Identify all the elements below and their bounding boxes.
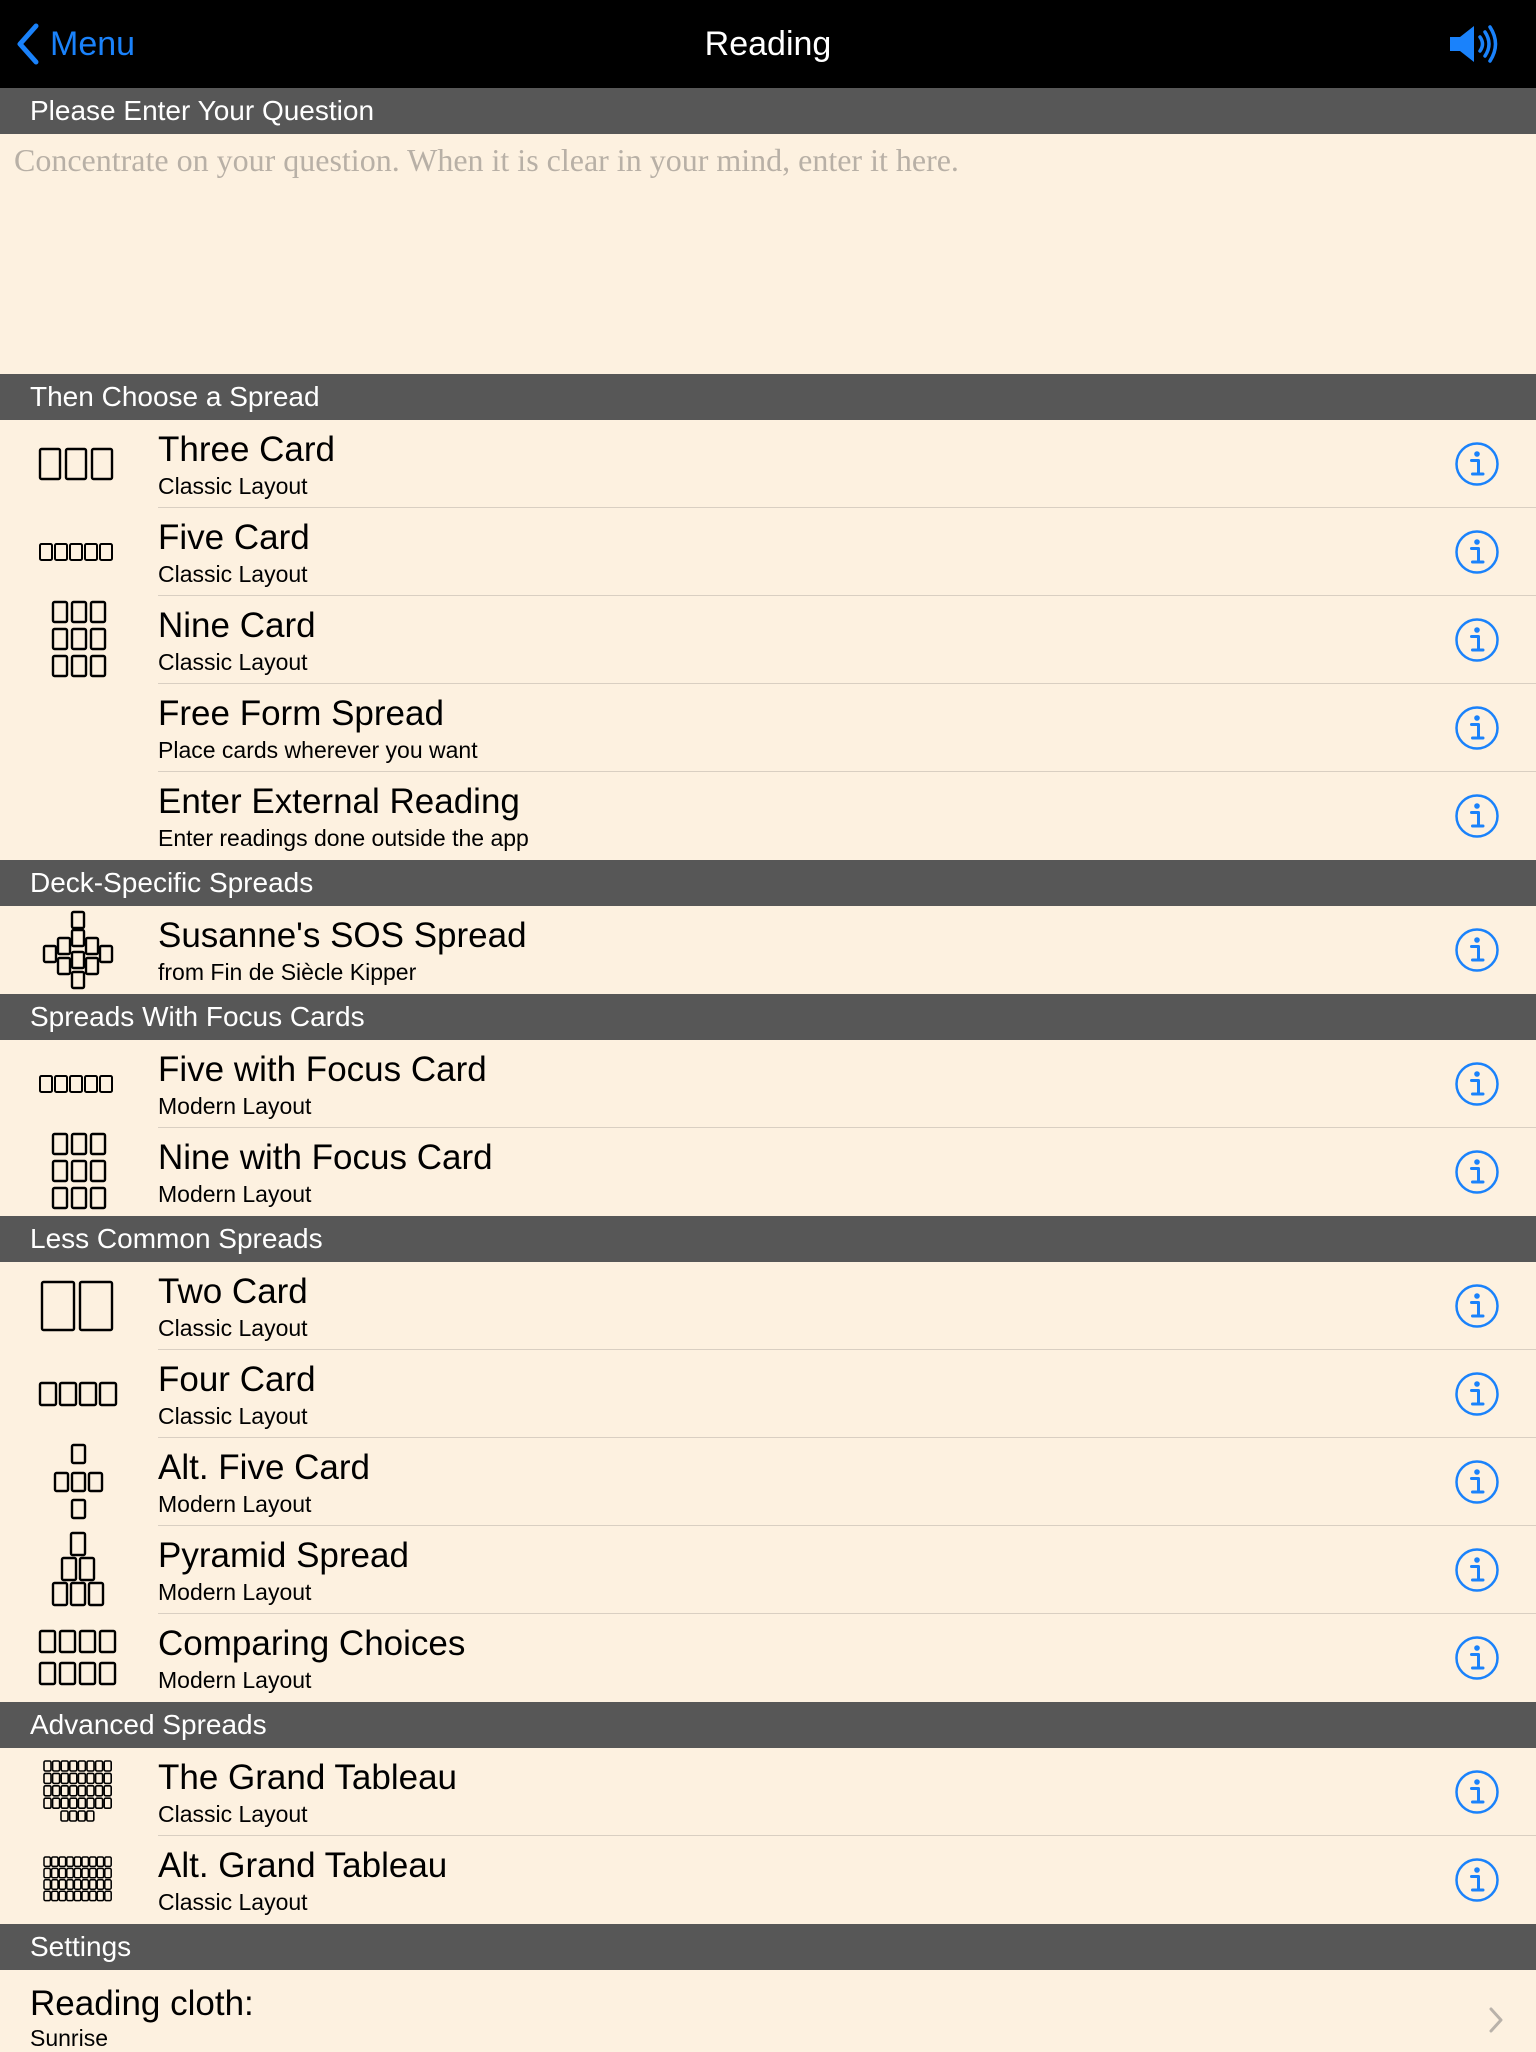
spread-subtitle: Modern Layout (158, 1667, 312, 1693)
spread-title: Free Form Spread (158, 694, 444, 733)
spread-subtitle: Classic Layout (158, 1403, 308, 1429)
spread-subtitle: Classic Layout (158, 1889, 308, 1915)
three-card-icon (0, 420, 158, 508)
spread-title: Four Card (158, 1360, 316, 1399)
info-icon[interactable] (1454, 1061, 1500, 1107)
spread-subtitle: Modern Layout (158, 1093, 312, 1119)
info-icon[interactable] (1454, 1149, 1500, 1195)
spread-row-text (158, 1622, 1454, 1694)
spread-row-text (158, 1534, 1454, 1606)
spread-row-text (158, 780, 1454, 852)
info-icon[interactable] (1454, 1459, 1500, 1505)
cross-spread-icon (0, 1438, 158, 1526)
info-icon[interactable] (1454, 1857, 1500, 1903)
section-header-then-choose-a-spread: Then Choose a Spread (0, 374, 1536, 420)
spread-title: Nine Card (158, 606, 316, 645)
reading-cloth-value: Sunrise (30, 2025, 108, 2051)
menu-back-label: Menu (50, 24, 136, 63)
four-card-icon (0, 1350, 158, 1438)
spread-icon-empty (0, 684, 158, 772)
section-header-less-common-spreads: Less Common Spreads (0, 1216, 1536, 1262)
spread-row-pyramid-spread[interactable] (0, 1526, 1536, 1614)
spread-row-nine-card[interactable] (0, 596, 1536, 684)
spread-title: Five Card (158, 518, 310, 557)
spread-subtitle: Classic Layout (158, 561, 308, 587)
spread-row-text (158, 516, 1454, 588)
chevron-left-icon (14, 22, 42, 66)
spread-title: Alt. Grand Tableau (158, 1846, 448, 1885)
spread-row-text (158, 914, 1454, 986)
question-input[interactable] (0, 134, 1536, 374)
spread-subtitle: Classic Layout (158, 473, 308, 499)
spread-title: Two Card (158, 1272, 308, 1311)
spread-row-text (158, 604, 1454, 676)
spread-row-three-card[interactable] (0, 420, 1536, 508)
spread-icon-empty (0, 772, 158, 860)
section-header-settings: Settings (0, 1924, 1536, 1970)
spread-row-comparing-choices[interactable] (0, 1614, 1536, 1702)
spread-title: Five with Focus Card (158, 1050, 487, 1089)
reading-cloth-row[interactable] (0, 1970, 1536, 2051)
alt-grand-tableau-icon (0, 1836, 158, 1924)
spread-title: Pyramid Spread (158, 1536, 409, 1575)
spread-row-text (158, 1756, 1454, 1828)
spread-title: Nine with Focus Card (158, 1138, 493, 1177)
spread-sections (0, 374, 1536, 1924)
speaker-icon[interactable] (1448, 22, 1500, 66)
spread-row-nine-with-focus-card[interactable] (0, 1128, 1536, 1216)
spread-subtitle: Modern Layout (158, 1181, 312, 1207)
pyramid-spread-icon (0, 1526, 158, 1614)
info-icon[interactable] (1454, 1371, 1500, 1417)
spread-row-five-card[interactable] (0, 508, 1536, 596)
reading-cloth-label: Reading cloth: (30, 1984, 254, 2023)
spread-title: Enter External Reading (158, 782, 520, 821)
spread-row-text (158, 1270, 1454, 1342)
spread-row-text (158, 1358, 1454, 1430)
spread-subtitle: Classic Layout (158, 649, 308, 675)
spread-title: Three Card (158, 430, 336, 469)
info-icon[interactable] (1454, 529, 1500, 575)
menu-back-button[interactable] (14, 0, 135, 88)
nine-card-icon (0, 1128, 158, 1216)
spread-row-enter-external-reading[interactable] (0, 772, 1536, 860)
five-card-icon (0, 1040, 158, 1128)
spread-row-five-with-focus-card[interactable] (0, 1040, 1536, 1128)
spread-row-text (158, 1048, 1454, 1120)
spread-row-text (158, 1446, 1454, 1518)
spread-row-text (158, 1136, 1454, 1208)
navigation-bar (0, 0, 1536, 88)
info-icon[interactable] (1454, 1769, 1500, 1815)
info-icon[interactable] (1454, 617, 1500, 663)
spread-row-alt-grand-tableau[interactable] (0, 1836, 1536, 1924)
spread-title: The Grand Tableau (158, 1758, 458, 1797)
spread-subtitle: Modern Layout (158, 1491, 312, 1517)
spread-subtitle: Place cards wherever you want (158, 737, 478, 763)
spread-row-susanne-s-sos-spread[interactable] (0, 906, 1536, 994)
spread-row-text (158, 428, 1454, 500)
question-area (0, 134, 1536, 374)
spread-subtitle: Enter readings done outside the app (158, 825, 529, 851)
sos-spread-icon (0, 906, 158, 994)
info-icon[interactable] (1454, 927, 1500, 973)
section-header-spreads-with-focus-cards: Spreads With Focus Cards (0, 994, 1536, 1040)
spread-row-text (158, 692, 1454, 764)
spread-row-the-grand-tableau[interactable] (0, 1748, 1536, 1836)
spread-title: Alt. Five Card (158, 1448, 370, 1487)
spread-title: Comparing Choices (158, 1624, 466, 1663)
spread-row-two-card[interactable] (0, 1262, 1536, 1350)
page-title: Reading (704, 25, 832, 63)
section-header-deck-specific-spreads: Deck-Specific Spreads (0, 860, 1536, 906)
chevron-right-icon (1488, 2006, 1504, 2034)
two-card-icon (0, 1262, 158, 1350)
info-icon[interactable] (1454, 1547, 1500, 1593)
info-icon[interactable] (1454, 441, 1500, 487)
spread-row-alt-five-card[interactable] (0, 1438, 1536, 1526)
spread-title: Susanne's SOS Spread (158, 916, 527, 955)
spread-row-text (158, 1844, 1454, 1916)
info-icon[interactable] (1454, 793, 1500, 839)
info-icon[interactable] (1454, 705, 1500, 751)
section-header-advanced-spreads: Advanced Spreads (0, 1702, 1536, 1748)
five-card-icon (0, 508, 158, 596)
grand-tableau-icon (0, 1748, 158, 1836)
section-header-question: Please Enter Your Question (0, 88, 1536, 134)
spread-row-free-form-spread[interactable] (0, 684, 1536, 772)
spread-subtitle: Classic Layout (158, 1801, 308, 1827)
info-icon[interactable] (1454, 1283, 1500, 1329)
comparing-choices-icon (0, 1614, 158, 1702)
nine-card-icon (0, 596, 158, 684)
info-icon[interactable] (1454, 1635, 1500, 1681)
spread-subtitle: Classic Layout (158, 1315, 308, 1341)
spread-subtitle: from Fin de Siècle Kipper (158, 959, 417, 985)
spread-row-four-card[interactable] (0, 1350, 1536, 1438)
spread-subtitle: Modern Layout (158, 1579, 312, 1605)
